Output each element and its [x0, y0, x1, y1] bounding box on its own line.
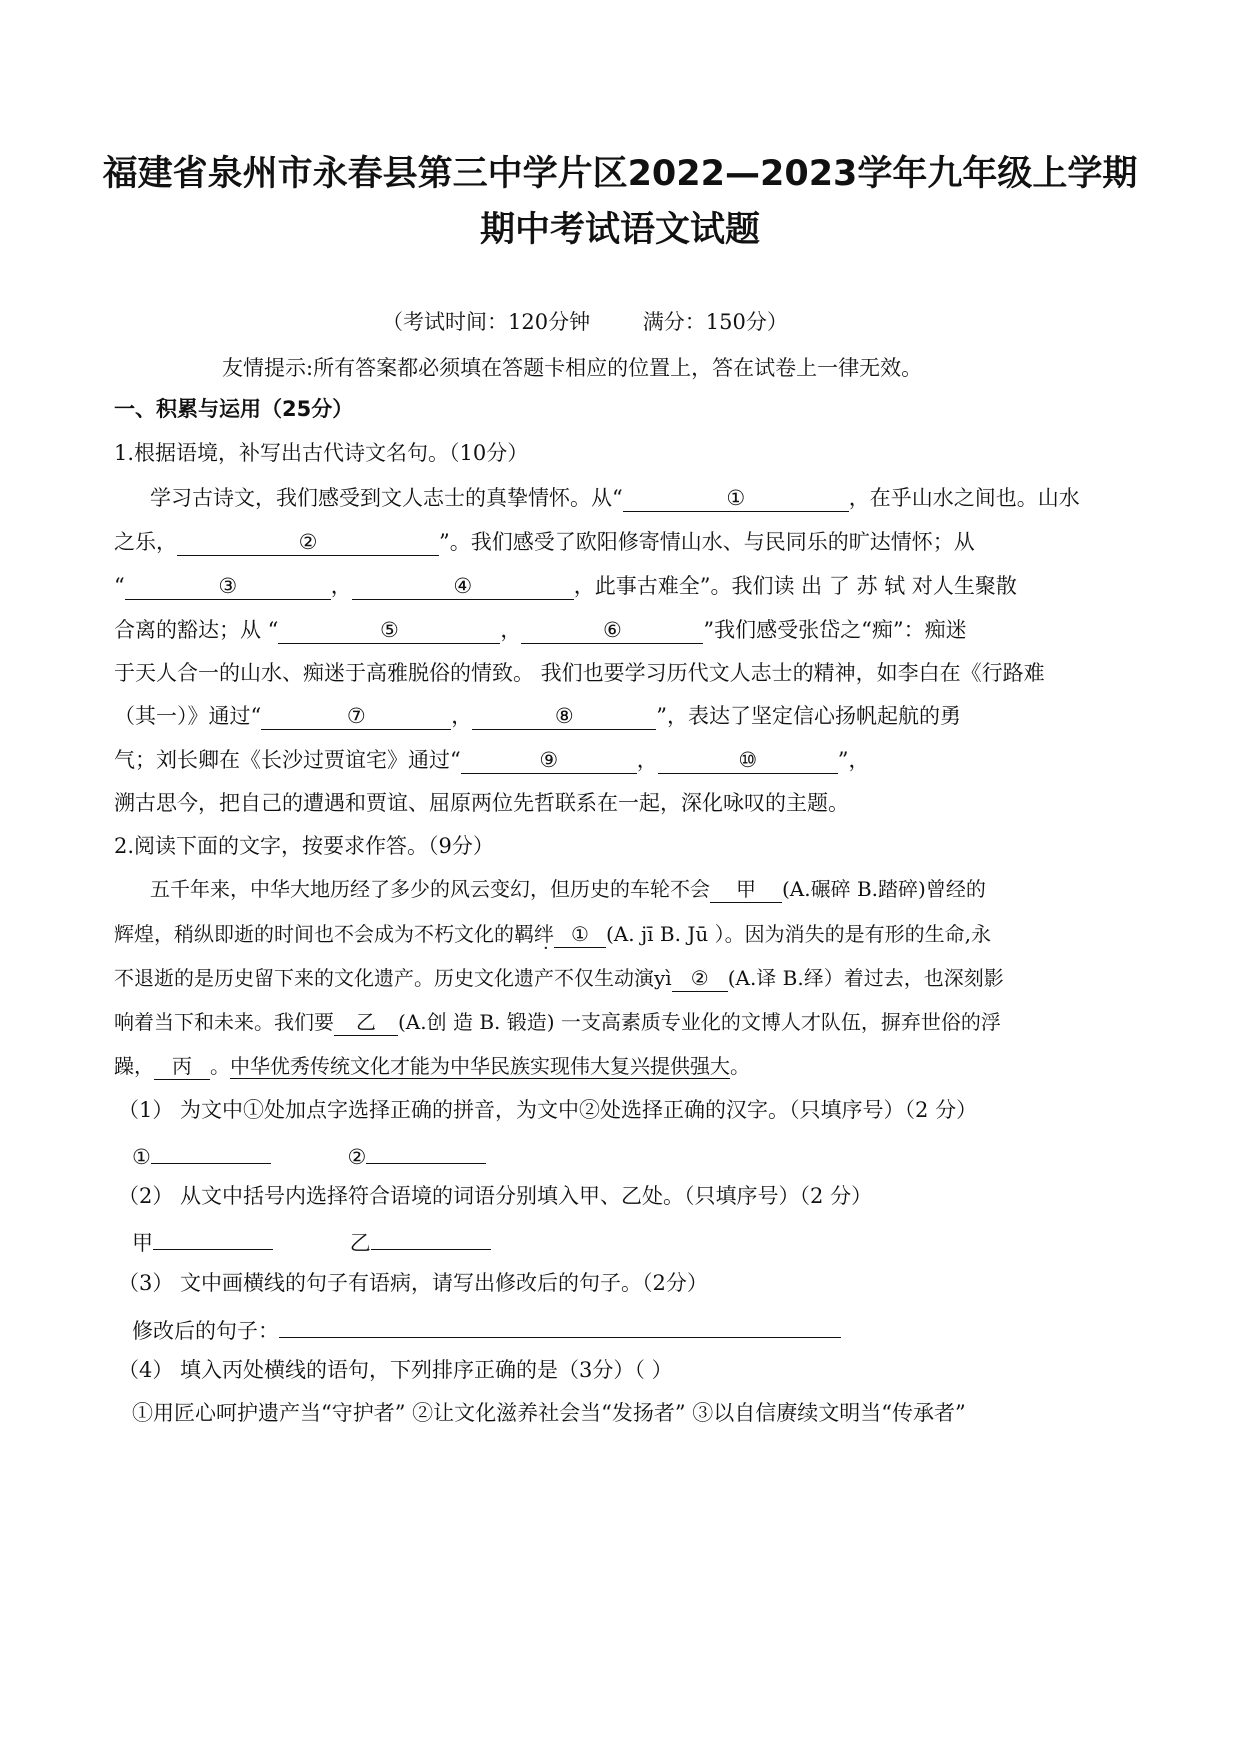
text: ”。我们感受了欧阳修寄情山水、与民同乐的旷达情怀；从 [439, 530, 975, 554]
blank-jia[interactable]: 甲 [710, 876, 782, 903]
blank-5[interactable]: ⑤ [278, 617, 500, 644]
blank-8[interactable]: ⑧ [472, 703, 656, 730]
blank-mark-2[interactable]: ② [672, 965, 728, 992]
notice: 友情提示:所有答案都必须填在答题卡相应的位置上，答在试卷上一律无效。 [222, 356, 923, 380]
text: (A.碾碎 B.踏碎)曾经的 [782, 877, 986, 901]
q2-para-line-4 [114, 1006, 1001, 1036]
text: “ [114, 574, 125, 598]
blank-9[interactable]: ⑨ [461, 747, 637, 774]
text: ， [330, 574, 352, 598]
text: ， [636, 748, 658, 772]
text: 气；刘长卿在《长沙过贾谊宅》通过“ [114, 748, 461, 772]
section-heading: 一、积累与运用（25分） [114, 397, 354, 421]
answer-blank[interactable] [366, 1137, 486, 1164]
text: 。 [730, 1054, 750, 1078]
blank-6[interactable]: ⑥ [521, 617, 703, 644]
answer-blank[interactable] [279, 1311, 841, 1338]
answer-blank[interactable] [153, 1223, 273, 1250]
answer-blank[interactable] [151, 1137, 271, 1164]
answer-blank[interactable] [371, 1223, 491, 1250]
text: 合离的豁达；从 “ [114, 618, 279, 642]
text: (A.创 造 B. 锻造) 一支高素质专业化的文博人才队伍，摒弃世俗的浮 [398, 1010, 1001, 1034]
label: ② [347, 1145, 367, 1169]
title-line-1: 福建省泉州市永春县第三中学片区2022—2023学年九年级上学期 [102, 154, 1138, 194]
q1-line-4 [114, 614, 967, 644]
exam-score: 满分：150分） [642, 310, 788, 334]
q2-heading: 2.阅读下面的文字，按要求作答。（9分） [114, 834, 494, 858]
q2-sub-2: （2） 从文中括号内选择符合语境的词语分别填入甲、乙处。（只填序号）（2 分） [118, 1184, 873, 1208]
text: ， [451, 704, 473, 728]
q2-sub-1: （1） 为文中①处加点字选择正确的拼音，为文中②处选择正确的汉字。（只填序号）（2 分） [118, 1098, 978, 1122]
q2-para-line-1 [150, 873, 986, 903]
q1-line-8: 溯古思今，把自己的遭遇和贾谊、屈原两位先哲联系在一起，深化咏叹的主题。 [114, 791, 849, 815]
label: ① [132, 1145, 151, 1169]
text: ”，表达了坚定信心扬帆起航的勇 [656, 704, 961, 728]
underlined-sentence: 中华优秀传统文化才能为中华民族实现伟大复兴提供强大 [230, 1054, 730, 1078]
q2-sub-3-answer [132, 1311, 841, 1345]
q1-line-2 [114, 526, 975, 556]
q2-para-line-2 [114, 918, 991, 948]
blank-10[interactable]: ⑩ [658, 747, 838, 774]
blank-3[interactable]: ③ [125, 573, 331, 600]
text: ”我们感受张岱之“痴”：痴迷 [703, 618, 967, 642]
blank-bing[interactable]: 丙 [154, 1053, 210, 1080]
q2-sub-4-options: ①用匠心呵护遗产当“守护者” ②让文化滋养社会当“发扬者” ③以自信赓续文明当“传承者” [132, 1401, 966, 1425]
q2-sub-4: （4） 填入丙处横线的语句，下列排序正确的是（3分）（ ） [118, 1358, 673, 1382]
blank-7[interactable]: ⑦ [261, 703, 451, 730]
q2-para-line-5 [114, 1050, 750, 1080]
text: ”， [837, 748, 870, 772]
exam-time: （考试时间：120分钟 [382, 310, 591, 334]
text: ，此事古难全”。我们读 出 了 苏 轼 对人生聚散 [573, 574, 1017, 598]
label: 修改后的句子： [132, 1319, 279, 1343]
q1-line-3 [114, 570, 1017, 600]
blank-4[interactable]: ④ [352, 573, 574, 600]
q2-sub-3: （3） 文中画横线的句子有语病，请写出修改后的句子。（2分） [118, 1271, 708, 1295]
text: (A.译 B.绎）着过去，也深刻影 [727, 966, 1004, 990]
text: ， [500, 618, 522, 642]
label: 甲 [132, 1231, 153, 1255]
text: 响着当下和未来。我们要 [114, 1010, 334, 1034]
text: 辉煌，稍纵即逝的时间也不会成为不朽文化的羁 [114, 922, 534, 946]
text: 躁， [114, 1054, 154, 1078]
text: (A. jī B. Jū ）。因为消失的是有形的生命,永 [606, 922, 991, 946]
blank-2[interactable]: ② [177, 529, 439, 556]
text: 。 [210, 1054, 230, 1078]
text: 学习古诗文，我们感受到文人志士的真挚情怀。从“ [150, 486, 623, 510]
text: 之乐， [114, 530, 177, 554]
q1-line-5: 于天人合一的山水、痴迷于高雅脱俗的情致。 我们也要学习历代文人志士的精神，如李白在《行路难 [114, 661, 1045, 685]
q1-line-6 [114, 700, 961, 730]
q1-heading: 1.根据语境，补写出古代诗文名句。（10分） [114, 441, 529, 465]
blank-mark-1[interactable]: ① [554, 921, 606, 948]
dotted-char: 绊 [534, 922, 554, 946]
blank-yi[interactable]: 乙 [334, 1009, 398, 1036]
title-line-2: 期中考试语文试题 [479, 210, 760, 250]
text: 不退逝的是历史留下来的文化遗产。历史文化遗产不仅生动演yì [114, 966, 672, 990]
q2-para-line-3 [114, 962, 1004, 992]
text: （其一）》通过“ [114, 704, 262, 728]
exam-info [382, 306, 788, 336]
q2-sub-2-answers [132, 1223, 491, 1257]
text: 五千年来，中华大地历经了多少的风云变幻，但历史的车轮不会 [150, 877, 710, 901]
label: 乙 [349, 1231, 371, 1255]
q1-line-7 [114, 744, 869, 774]
q2-sub-1-answers [132, 1137, 486, 1169]
text: ，在乎山水之间也。山水 [848, 486, 1080, 510]
q1-line-1 [150, 482, 1080, 512]
blank-1[interactable]: ① [623, 485, 849, 512]
